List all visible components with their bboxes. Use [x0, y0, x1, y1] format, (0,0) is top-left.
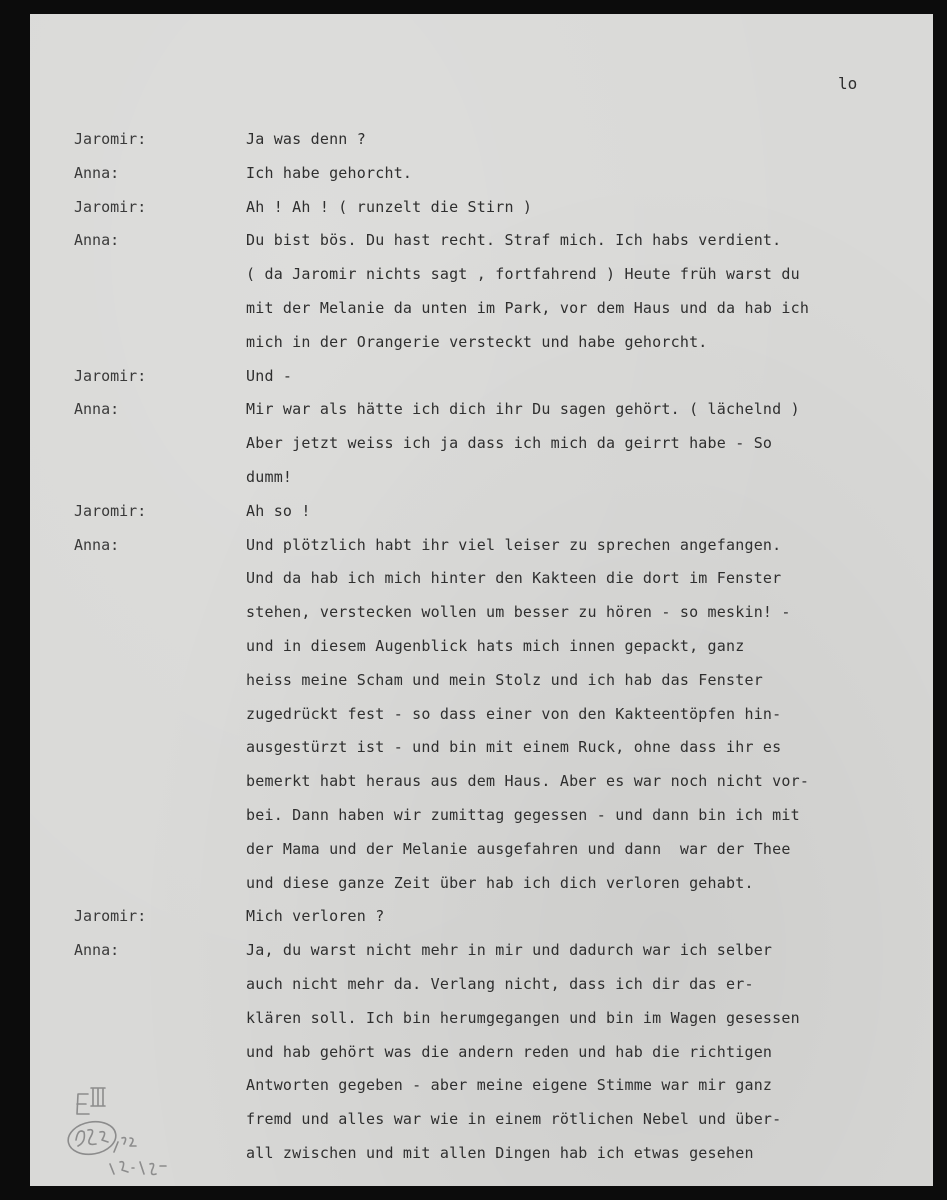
speech-line: und hab gehört was die andern reden und hab die richtigen	[246, 1042, 773, 1061]
speech-line: dumm!	[246, 467, 293, 486]
speech-text	[246, 495, 886, 529]
dialogue-entry	[0, 123, 947, 157]
speech-line: Mir war als hätte ich dich ihr Du sagen gehört. ( lächelnd )	[246, 400, 800, 419]
speech-line: ( da Jaromir nichts sagt , fortfahrend ) Heute früh warst du	[246, 265, 800, 284]
speech-line: und in diesem Augenblick hats mich innen gepackt, ganz	[246, 636, 745, 655]
speaker-name: Jaromir:	[74, 366, 147, 385]
speaker-name: Jaromir:	[74, 130, 147, 148]
speech-line: Mich verloren ?	[246, 907, 385, 926]
speech-line: Ja was denn ?	[246, 130, 366, 148]
speech-line: Ich habe gehorcht.	[246, 163, 413, 182]
speech-line: bei. Dann haben wir zumittag gegessen - und dann bin ich mit	[246, 805, 800, 824]
speech-line: all zwischen und mit allen Dingen hab ich etwas gesehen	[246, 1143, 754, 1162]
speech-text	[246, 529, 886, 901]
dialogue-entry	[0, 393, 947, 494]
speech-text	[246, 934, 886, 1171]
handwritten-shelfmark-drawing	[60, 1080, 210, 1190]
speech-line: auch nicht mehr da. Verlang nicht, dass ich dir das er-	[246, 974, 754, 993]
speech-line: Aber jetzt weiss ich ja dass ich mich da geirrt habe - So	[246, 434, 773, 453]
dialogue-entry	[0, 360, 947, 394]
speech-text	[246, 123, 886, 157]
speech-line: heiss meine Scham und mein Stolz und ich hab das Fenster	[246, 670, 763, 689]
speaker-name: Jaromir:	[74, 501, 147, 520]
dialogue-entry	[0, 157, 947, 191]
speech-line: zugedrückt fest - so dass einer von den Kakteentöpfen hin-	[246, 704, 782, 723]
speech-line: bemerkt habt heraus aus dem Haus. Aber es war noch nicht vor-	[246, 772, 810, 791]
speaker-name: Anna:	[74, 535, 120, 554]
speech-line: mich in der Orangerie versteckt und habe gehorcht.	[246, 332, 708, 351]
speech-text	[246, 224, 886, 359]
speech-text	[246, 191, 886, 225]
speech-line: mit der Melanie da unten im Park, vor dem Haus und da hab ich	[246, 298, 810, 317]
page-number: lo	[838, 74, 858, 93]
speech-text	[246, 900, 886, 934]
speech-line: Und -	[246, 366, 293, 385]
speech-line: der Mama und der Melanie ausgefahren und dann war der Thee	[246, 839, 791, 858]
speaker-name: Anna:	[74, 231, 120, 250]
speech-line: Antworten gegeben - aber meine eigene Stimme war mir ganz	[246, 1076, 773, 1095]
speech-text	[246, 157, 886, 191]
speech-line: Du bist bös. Du hast recht. Straf mich. Ich habs verdient.	[246, 231, 782, 250]
speech-text	[246, 393, 886, 494]
speaker-name: Anna:	[74, 941, 120, 960]
speech-line: klären soll. Ich bin herumgegangen und bin im Wagen gesessen	[246, 1008, 800, 1027]
speech-text	[246, 360, 886, 394]
speech-line: stehen, verstecken wollen um besser zu hören - so meskin! -	[246, 603, 791, 622]
speech-line: Ah ! Ah ! ( runzelt die Stirn )	[246, 197, 533, 216]
speech-line: Und da hab ich mich hinter den Kakteen die dort im Fenster	[246, 569, 782, 588]
dialogue-entry	[0, 191, 947, 225]
dialogue-entry	[0, 529, 947, 901]
dialogue-entry	[0, 900, 947, 934]
speaker-name: Anna:	[74, 400, 120, 419]
speech-line: fremd und alles war wie in einem rötlichen Nebel und über-	[246, 1110, 782, 1129]
speaker-name: Jaromir:	[74, 907, 147, 926]
dialogue-entry	[0, 495, 947, 529]
speech-line: Ja, du warst nicht mehr in mir und dadurch war ich selber	[246, 941, 773, 960]
speech-line: und diese ganze Zeit über hab ich dich verloren gehabt.	[246, 873, 754, 892]
archive-shelfmark-handwriting	[60, 1080, 210, 1190]
speaker-name: Anna:	[74, 163, 120, 182]
dialogue-entry	[0, 224, 947, 359]
speech-line: Ah so !	[246, 501, 311, 520]
speech-line: ausgestürzt ist - und bin mit einem Ruck, ohne dass ihr es	[246, 738, 782, 757]
dialogue	[0, 123, 947, 1171]
speech-line: Und plötzlich habt ihr viel leiser zu sprechen angefangen.	[246, 535, 782, 554]
speaker-name: Jaromir:	[74, 197, 147, 216]
